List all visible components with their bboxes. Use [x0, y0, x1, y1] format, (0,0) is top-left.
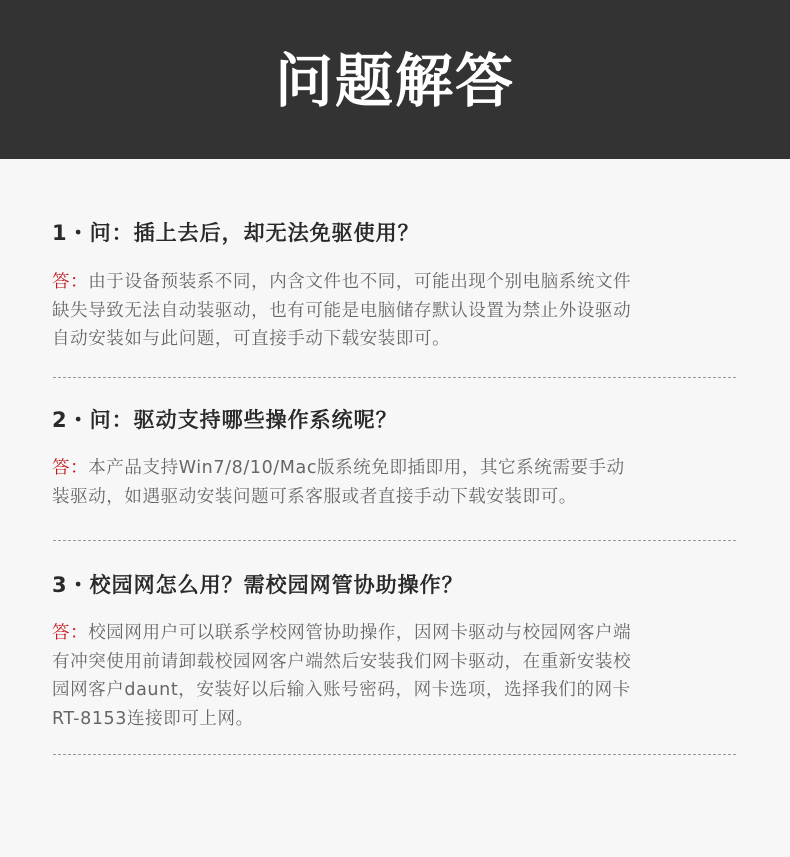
faq-3-answer — [52, 619, 732, 733]
faq-3-answer-line-4: RT-8153连接即可上网。 — [52, 708, 254, 729]
faq-2-answer — [52, 454, 732, 511]
page-title: 问题解答 — [274, 46, 515, 115]
faq-1-answer-line-1: 由于设备预装系不同，内含文件也不同，可能出现个别电脑系统文件 — [88, 272, 632, 292]
faq-1-answer — [52, 268, 732, 354]
faq-2-divider — [53, 540, 736, 541]
faq-3-answer-line-2: 有冲突使用前请卸载校园网客户端然后安装我们网卡驱动，在重新安装校 — [52, 651, 632, 672]
faq-3-answer-line-1: 校园网用户可以联系学校网管协助操作，因网卡驱动与校园网客户端 — [88, 623, 632, 643]
faq-2-answer-prefix: 答： — [52, 458, 89, 478]
header-banner — [0, 0, 790, 159]
faq-list — [0, 159, 790, 857]
faq-2-answer-line-2: 装驱动，如遇驱动安装问题可系客服或者直接手动下载安装即可。 — [52, 486, 577, 507]
faq-1-divider — [53, 377, 736, 378]
faq-2-answer-line-1: 本产品支持Win7/8/10/Mac版系统免即插即用，其它系统需要手动 — [88, 458, 625, 478]
faq-1-answer-line-2: 缺失导致无法自动装驱动，也有可能是电脑储存默认设置为禁止外设驱动 — [52, 300, 632, 321]
faq-3-answer-prefix: 答： — [52, 623, 89, 643]
faq-1-answer-prefix: 答： — [52, 272, 89, 292]
faq-3-answer-line-3: 园网客户daunt，安装好以后输入账号密码，网卡选项，选择我们的网卡 — [52, 680, 631, 700]
faq-1-answer-line-3: 自动安装如与此问题，可直接手动下载安装即可。 — [52, 329, 451, 349]
faq-3-divider — [53, 754, 736, 755]
faq-2-question: 2・问：驱动支持哪些操作系统呢？ — [52, 408, 398, 432]
faq-3-question: 3・校园网怎么用？需校园网管协助操作？ — [52, 573, 464, 597]
faq-1-question: 1・问：插上去后，却无法免驱使用？ — [52, 221, 420, 245]
